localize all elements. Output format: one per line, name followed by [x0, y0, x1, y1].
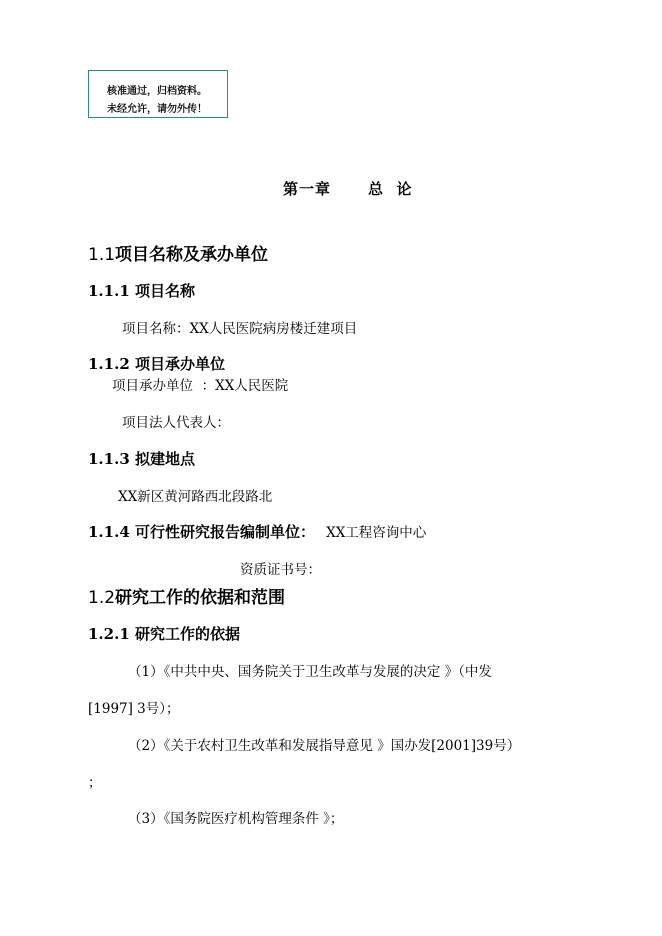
stamp-line-2: 未经允许，请勿外传！ — [107, 104, 207, 115]
section-number: 1.1 — [88, 245, 116, 265]
basis-item-1-line-2: [1997] 3号）； — [88, 701, 180, 717]
sponsor-text: 项目承办单位 ：XX人民医院 — [112, 378, 289, 394]
section-1-1-2-heading: 1.1.2 项目承办单位 — [88, 355, 225, 373]
section-1-2-heading — [88, 583, 285, 608]
section-1-1-3-heading: 1.1.3 拟建地点 — [88, 450, 195, 468]
legal-rep-text: 项目法人代表人： — [122, 415, 230, 431]
approval-stamp — [88, 70, 228, 118]
section-1-2-1-heading: 1.2.1 研究工作的依据 — [88, 625, 240, 643]
section-title: 研究工作的依据和范围 — [115, 588, 286, 608]
prep-unit-text: XX工程咨询中心 — [326, 525, 427, 541]
section-1-1-1-heading: 1.1.1 项目名称 — [88, 282, 195, 300]
section-1-1-heading — [88, 240, 268, 265]
chapter-title: 总 论 — [368, 180, 413, 198]
chapter-number: 第一章 — [283, 180, 332, 198]
basis-item-2-line-2: ； — [88, 775, 102, 791]
section-title: 项目名称及承办单位 — [115, 245, 269, 265]
project-name-text: 项目名称：XX人民医院病房楼迁建项目 — [122, 321, 358, 337]
location-text: XX新区黄河路西北段路北 — [118, 489, 273, 505]
basis-item-1-line-1: （1）《中共中央、国务院关于卫生改革与发展的决定 》（中发 — [128, 664, 492, 680]
basis-item-2-line-1: （2）《关于农村卫生改革和发展指导意见 》国办发[2001]39号） — [128, 738, 521, 754]
section-1-1-4-line — [88, 521, 426, 542]
section-number: 1.2 — [88, 588, 116, 608]
basis-item-3: （3）《国务院医疗机构管理条件 》； — [128, 811, 344, 827]
cert-text: 资质证书号： — [240, 562, 321, 578]
stamp-line-1: 核准通过，归档资料。 — [107, 86, 207, 97]
section-1-1-4-heading: 1.1.4 可行性研究报告编制单位： — [88, 523, 315, 541]
